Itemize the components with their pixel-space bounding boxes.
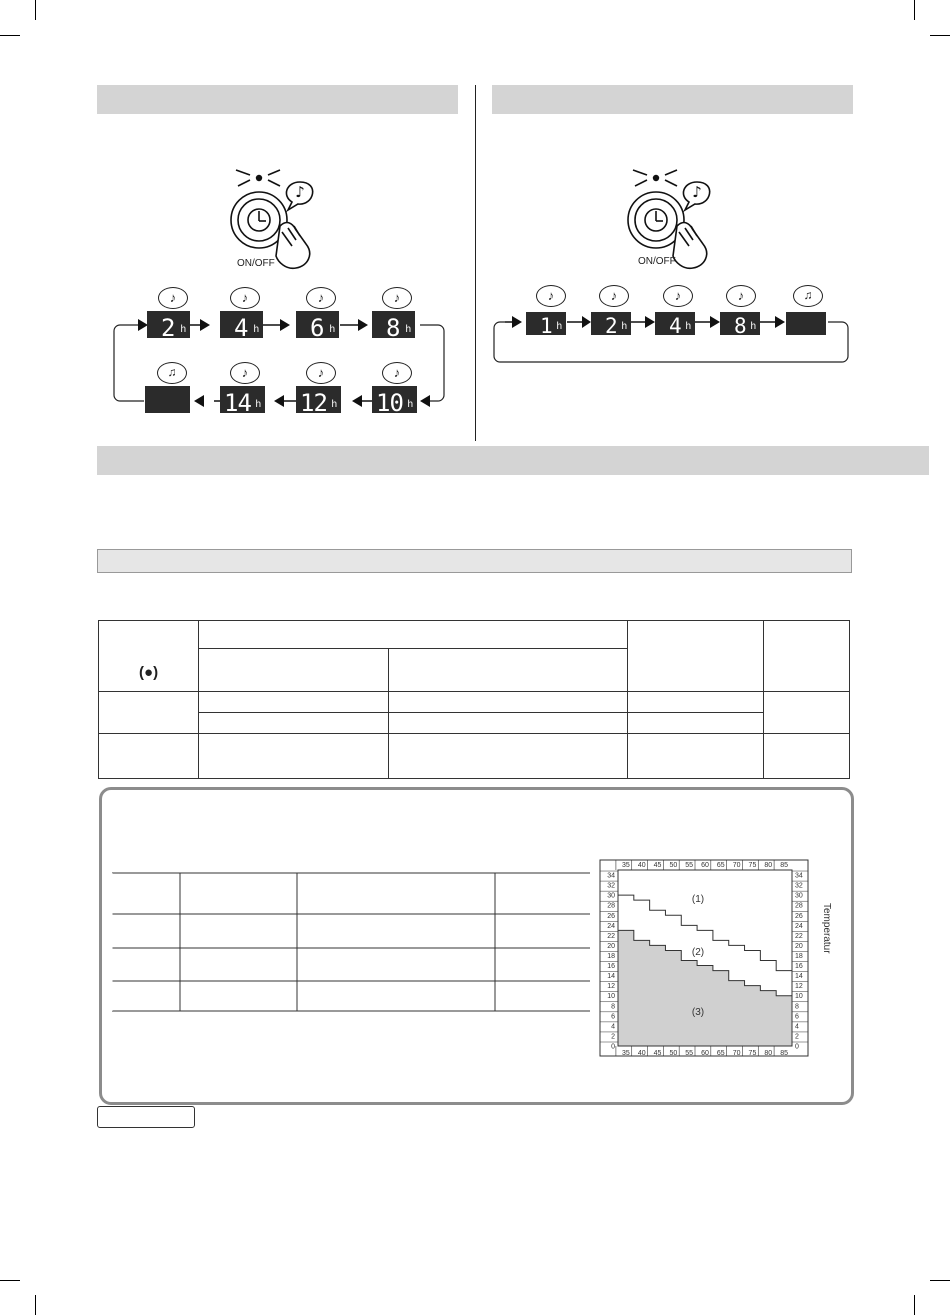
table-cell	[627, 692, 763, 713]
table-header-cell	[199, 621, 628, 649]
y-tick-label-right: 10	[795, 993, 803, 1001]
region-label: (3)	[691, 1007, 705, 1018]
y-tick-label-left: 16	[607, 963, 615, 971]
table-header-cell	[389, 649, 627, 692]
table-header-cell	[763, 621, 849, 692]
x-tick-label-bottom: 60	[701, 1050, 709, 1057]
note-bubble: ♫	[793, 285, 823, 307]
svg-text:♪: ♪	[692, 183, 702, 201]
timer-display-off	[786, 312, 826, 335]
table-header-cell	[99, 621, 199, 692]
note-bubble: ♪	[230, 287, 260, 309]
on-off-label: ON/OFF	[237, 258, 275, 269]
x-tick-label-bottom: 40	[637, 1050, 646, 1057]
y-tick-label-left: 22	[607, 932, 615, 940]
y-tick-label-left: 6	[611, 1013, 615, 1021]
table-cell	[199, 734, 389, 779]
table-cell	[389, 734, 627, 779]
y-tick-label-left: 28	[607, 902, 615, 910]
inner-table	[112, 873, 592, 1013]
x-tick-label-top: 60	[701, 862, 709, 869]
x-tick-label-top: 85	[780, 862, 788, 869]
y-tick-label-left: 24	[607, 922, 615, 930]
table-header-cell	[199, 649, 389, 692]
y-tick-label-right: 2	[795, 1033, 799, 1041]
y-tick-label-left: 32	[607, 882, 615, 890]
x-tick-label-top: 55	[685, 862, 694, 869]
y-tick-label-right: 22	[795, 932, 803, 940]
table-cell	[99, 734, 199, 779]
note-bubble: ♪	[230, 362, 260, 384]
x-tick-label-bottom: 70	[732, 1050, 741, 1057]
x-tick-label-top: 70	[732, 862, 741, 869]
x-tick-label-top: 80	[764, 862, 773, 869]
table-cell	[199, 692, 389, 713]
note-bubble: ♪	[726, 285, 756, 307]
note-bubble: ♪	[382, 362, 412, 384]
y-tick-label-left: 8	[611, 1003, 615, 1011]
x-tick-label-bottom: 55	[685, 1050, 694, 1057]
note-bubble: ♪	[663, 285, 693, 307]
region-label: (2)	[691, 947, 705, 958]
y-tick-label-left: 2	[611, 1033, 615, 1041]
y-tick-label-right: 30	[795, 892, 803, 900]
note-bubble: ♪	[536, 285, 566, 307]
y-tick-label-right: 28	[795, 902, 803, 910]
main-section-header	[97, 446, 929, 475]
x-tick-label-bottom: 85	[780, 1050, 788, 1057]
table-header-cell	[627, 621, 763, 692]
x-tick-label-bottom: 50	[669, 1050, 678, 1057]
y-tick-label-left: 10	[607, 993, 615, 1001]
crop-mark	[0, 1280, 20, 1281]
note-bubble: ♪	[158, 287, 188, 309]
y-tick-label-right: 6	[795, 1013, 799, 1021]
x-tick-label-bottom: 75	[748, 1050, 757, 1057]
region-label: (1)	[691, 894, 705, 905]
table-cell	[763, 734, 849, 779]
y-tick-label-left: 12	[607, 983, 615, 991]
side-axis-label: Temperatur	[821, 903, 832, 954]
timer-display-4h: 4 h	[655, 312, 695, 335]
table-cell	[99, 692, 199, 734]
timer-display-8h: 8 h	[720, 312, 760, 335]
y-tick-label-left: 20	[607, 942, 615, 950]
table-row	[99, 734, 850, 779]
y-tick-label-left: 14	[607, 973, 615, 981]
note-bubble: ♪	[382, 287, 412, 309]
y-tick-label-right: 26	[795, 912, 803, 920]
timer-display-2h: 2 h	[147, 311, 190, 338]
x-tick-label-bottom: 80	[764, 1050, 773, 1057]
timer-display-14h: 14 h	[220, 386, 265, 413]
crop-mark	[0, 35, 20, 36]
y-tick-label-right: 18	[795, 952, 803, 960]
table-cell	[389, 713, 627, 734]
y-tick-label-right: 32	[795, 882, 803, 890]
table-row	[99, 692, 850, 713]
subsection-header	[97, 549, 852, 573]
right-section-header	[492, 85, 853, 114]
table-cell	[389, 692, 627, 713]
crop-mark	[35, 0, 36, 20]
x-tick-label-top: 40	[637, 862, 646, 869]
y-tick-label-right: 14	[795, 973, 803, 981]
y-tick-label-right: 20	[795, 942, 803, 950]
y-tick-label-left: 30	[607, 892, 615, 900]
timer-display-12h: 12 h	[296, 386, 341, 413]
left-section-header	[97, 85, 458, 114]
x-tick-label-bottom: 65	[716, 1050, 725, 1057]
crop-mark	[930, 35, 950, 36]
y-tick-label-left: 34	[607, 872, 615, 880]
crop-mark	[35, 1295, 36, 1315]
y-tick-label-left: 26	[607, 912, 615, 920]
y-tick-label-right: 24	[795, 922, 803, 930]
column-divider	[475, 85, 476, 441]
y-tick-label-right: 0	[795, 1043, 799, 1051]
x-tick-label-top: 50	[669, 862, 678, 869]
timer-display-off	[145, 386, 190, 413]
temperature-humidity-chart	[598, 858, 838, 1058]
note-bubble: ♪	[599, 285, 629, 307]
table-header-symbol: (●)	[139, 664, 159, 681]
timer-display-6h: 6 h	[296, 311, 339, 338]
y-tick-label-right: 4	[795, 1023, 799, 1031]
on-off-label: ON/OFF	[638, 256, 676, 267]
spec-table	[98, 620, 850, 779]
table-cell	[627, 713, 763, 734]
y-tick-label-right: 16	[795, 963, 803, 971]
note-bubble: ♫	[157, 362, 187, 384]
note-label-box	[97, 1106, 195, 1128]
x-tick-label-top: 45	[653, 862, 662, 869]
timer-display-4h: 4 h	[220, 311, 263, 338]
table-cell	[199, 713, 389, 734]
svg-text:♪: ♪	[295, 183, 305, 201]
note-bubble: ♪	[306, 362, 336, 384]
y-tick-label-left: 18	[607, 952, 615, 960]
timer-display-8h: 8 h	[372, 311, 415, 338]
table-cell	[763, 692, 849, 734]
y-tick-label-right: 12	[795, 983, 803, 991]
table-row	[99, 713, 850, 734]
x-tick-label-top: 75	[748, 862, 757, 869]
y-tick-label-left: 4	[611, 1023, 615, 1031]
crop-mark	[914, 0, 915, 20]
timer-display-10h: 10 h	[372, 386, 417, 413]
crop-mark	[914, 1295, 915, 1315]
note-bubble: ♪	[306, 287, 336, 309]
x-tick-label-bottom: 45	[653, 1050, 662, 1057]
x-tick-label-top: 35	[622, 862, 630, 869]
timer-display-1h: 1 h	[526, 312, 566, 335]
y-tick-label-right: 8	[795, 1003, 799, 1011]
y-tick-label-right: 34	[795, 872, 803, 880]
x-tick-label-bottom: 35	[622, 1050, 630, 1057]
table-cell	[627, 734, 763, 779]
timer-display-2h: 2 h	[591, 312, 631, 335]
y-tick-label-left: 0	[611, 1043, 615, 1051]
x-tick-label-top: 65	[716, 862, 725, 869]
crop-mark	[930, 1280, 950, 1281]
